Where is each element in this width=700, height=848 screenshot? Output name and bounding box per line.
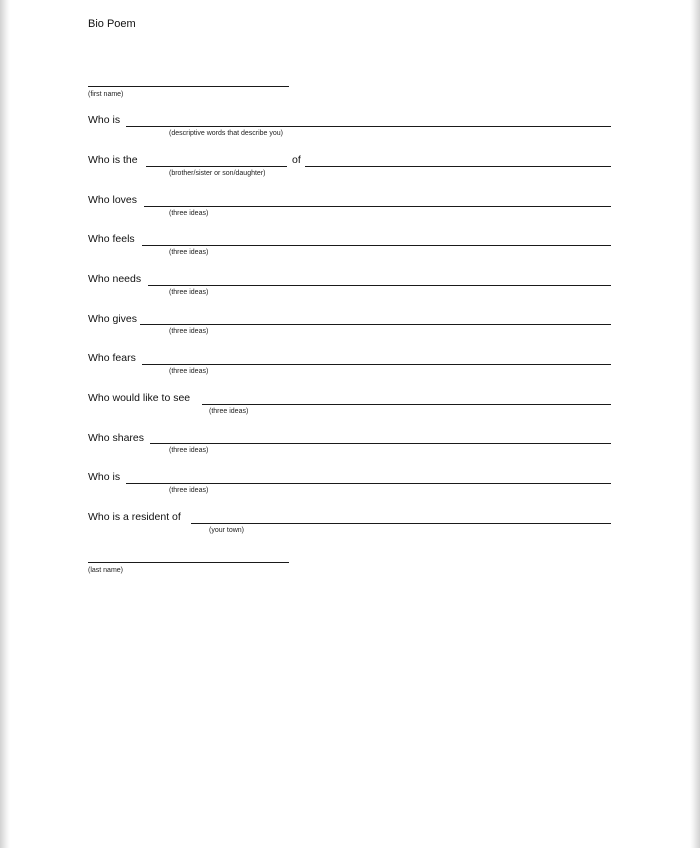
last-name-blank[interactable] [88, 562, 289, 563]
who-needs-caption: (three ideas) [169, 289, 209, 296]
line-label-who-is-the: Who is the [88, 154, 138, 166]
who-would-like-to-see-blank[interactable] [202, 404, 611, 405]
document-title: Bio Poem [88, 18, 136, 30]
who-shares-caption: (three ideas) [169, 447, 209, 454]
who-loves-blank[interactable] [144, 206, 611, 207]
who-fears-caption: (three ideas) [169, 368, 209, 375]
who-is-blank[interactable] [126, 126, 611, 127]
who-loves-caption: (three ideas) [169, 210, 209, 217]
who-is-2-caption: (three ideas) [169, 487, 209, 494]
relation-blank[interactable] [146, 166, 287, 167]
line-label-who-is: Who is [88, 114, 121, 126]
line-label-who-shares: Who shares [88, 432, 145, 444]
resident-of-caption: (your town) [209, 527, 245, 534]
line-label-who-is-a-resident-of: Who is a resident of [88, 511, 181, 523]
who-gives-blank[interactable] [140, 324, 611, 325]
line-label-of: of [292, 154, 301, 166]
line-label-who-fears: Who fears [88, 352, 136, 364]
who-feels-caption: (three ideas) [169, 249, 209, 256]
who-gives-caption: (three ideas) [169, 328, 209, 335]
last-name-caption: (last name) [88, 567, 124, 574]
who-feels-blank[interactable] [142, 245, 611, 246]
line-label-who-gives: Who gives [88, 313, 138, 325]
who-is-2-blank[interactable] [126, 483, 611, 484]
relation-of-blank[interactable] [305, 166, 611, 167]
who-would-like-to-see-caption: (three ideas) [209, 408, 249, 415]
line-label-who-needs: Who needs [88, 273, 142, 285]
who-is-caption: (descriptive words that describe you) [169, 130, 283, 137]
resident-of-blank[interactable] [191, 523, 611, 524]
line-label-who-feels: Who feels [88, 233, 135, 245]
line-label-who-is-2: Who is [88, 471, 121, 483]
line-label-who-would-like-to-see: Who would like to see [88, 392, 191, 404]
first-name-caption: (first name) [88, 91, 124, 98]
who-fears-blank[interactable] [142, 364, 611, 365]
first-name-blank[interactable] [88, 86, 289, 87]
relation-caption: (brother/sister or son/daughter) [169, 170, 266, 177]
line-label-who-loves: Who loves [88, 194, 138, 206]
who-needs-blank[interactable] [148, 285, 611, 286]
who-shares-blank[interactable] [150, 443, 611, 444]
